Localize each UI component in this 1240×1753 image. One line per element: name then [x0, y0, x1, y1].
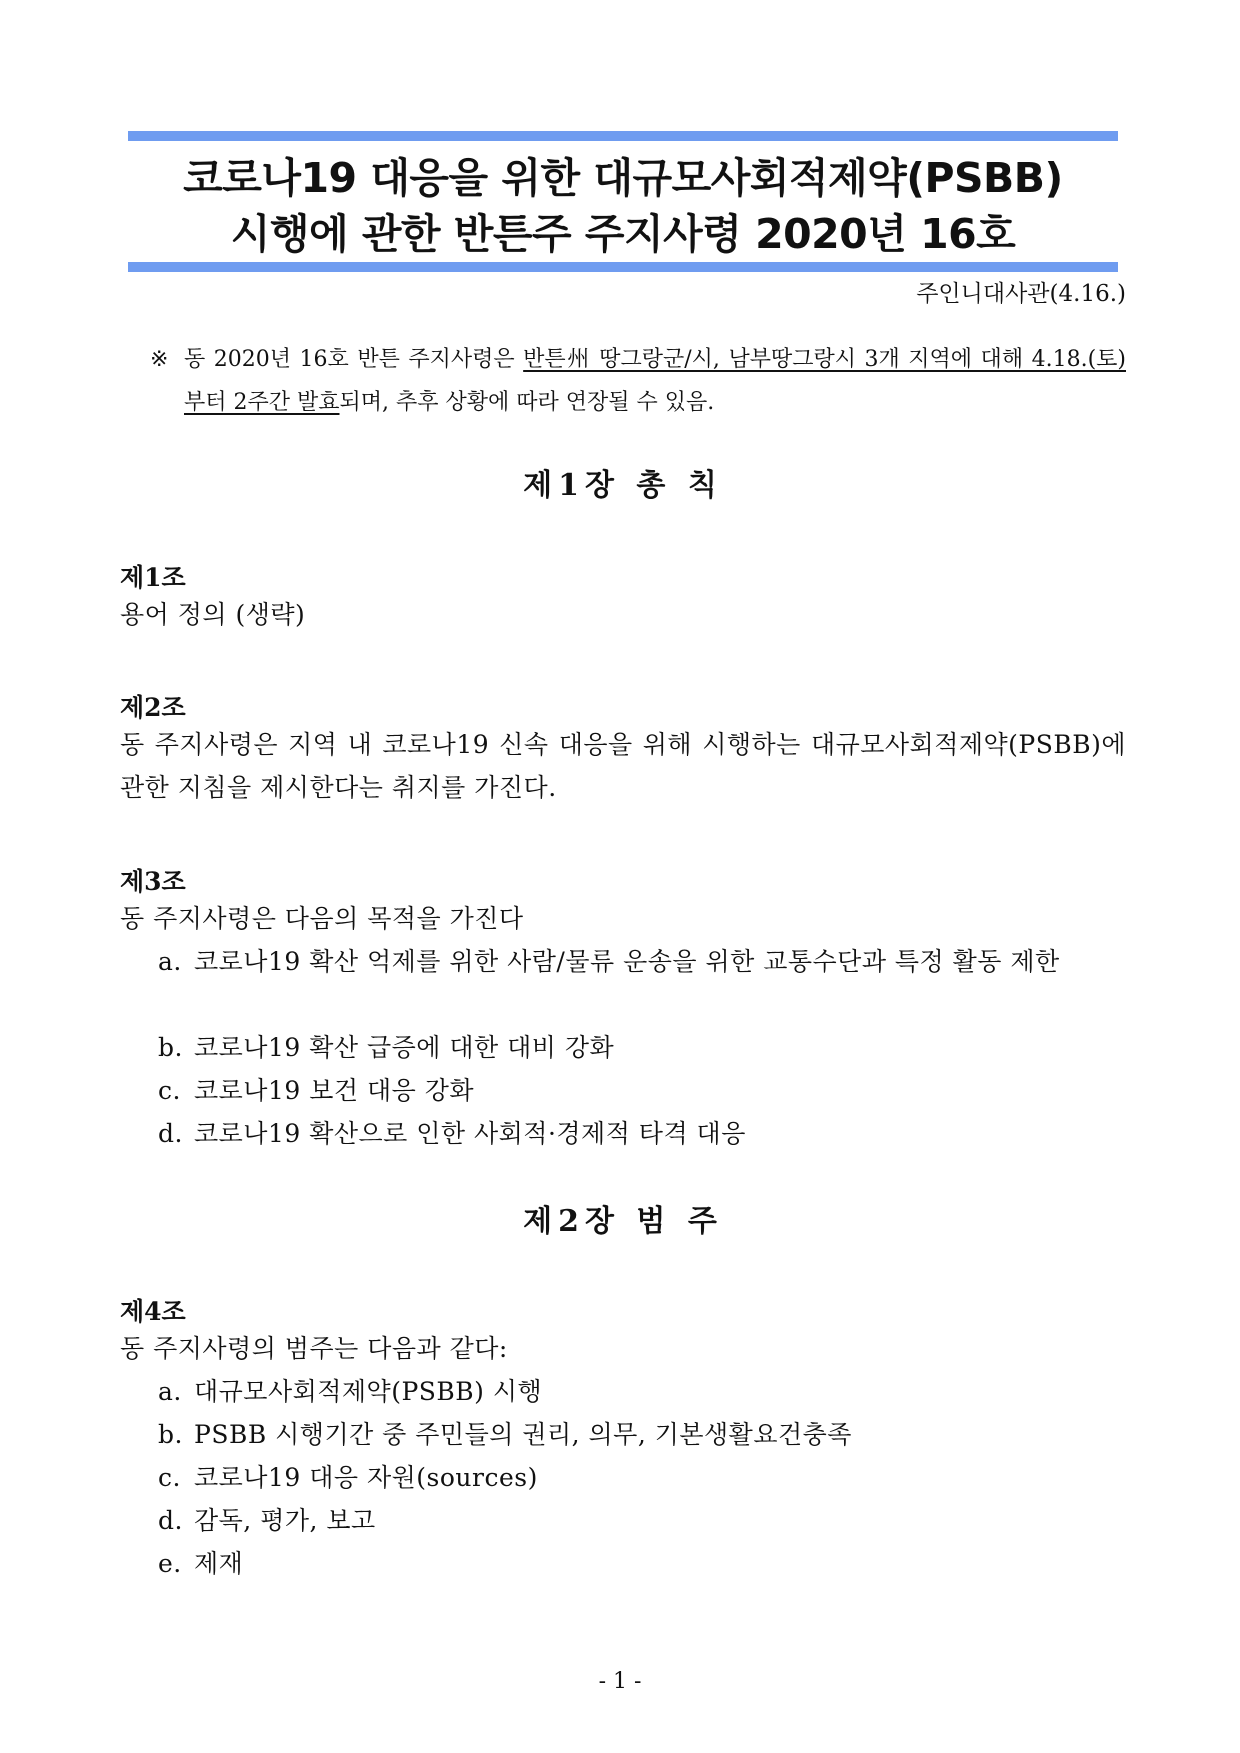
title-bottom-rule [128, 262, 1118, 272]
chapter-1-heading: 제1장 총 칙 [523, 468, 723, 503]
article-3-item-c [158, 1069, 1126, 1112]
item-text: 코로나19 대응 자원(sources) [194, 1463, 538, 1492]
article-4-item-b [158, 1413, 1126, 1456]
title-top-rule [128, 131, 1118, 141]
notice-underlined: 반튼州 땅그랑군/시, 남부땅그랑시 3개 지역에 대해 4.18.(토)부터 2주간 발효 [184, 347, 1126, 415]
page-number: - 1 - [598, 1669, 642, 1694]
article-3-item-d [158, 1112, 1126, 1155]
article-2-text: 동 주지사령은 지역 내 코로나19 신속 대응을 위해 시행하는 대규모사회적제약(PSBB)에 관한 지침을 제시한다는 취지를 가진다. [120, 730, 1126, 802]
notice-box [150, 338, 1126, 424]
item-label: d. [158, 1119, 183, 1148]
item-label: a. [158, 1377, 182, 1406]
title-line-2: 시행에 관한 반튼주 주지사령 2020년 16호 [230, 210, 1016, 258]
article-4-item-d [158, 1499, 1126, 1542]
item-label: a. [158, 947, 182, 976]
item-label: b. [158, 1033, 183, 1062]
item-label: c. [158, 1463, 181, 1492]
article-3-item-b [158, 1026, 1126, 1069]
item-text: 감독, 평가, 보고 [194, 1506, 376, 1535]
chapter-2-heading: 제2장 범 주 [523, 1204, 723, 1239]
title-line-1: 코로나19 대응을 위한 대규모사회적제약(PSBB) [183, 154, 1063, 202]
article-2-title: 제2조 [120, 693, 186, 722]
article-1-text: 용어 정의 (생략) [120, 600, 306, 629]
article-3-item-a [158, 940, 1126, 983]
item-label: b. [158, 1420, 183, 1449]
notice-text [150, 338, 1126, 424]
article-4-title: 제4조 [120, 1297, 186, 1326]
article-4-item-a [158, 1370, 1126, 1413]
item-text: 코로나19 확산으로 인한 사회적·경제적 타격 대응 [194, 1119, 746, 1148]
item-text: 코로나19 확산 억제를 위한 사람/물류 운송을 위한 교통수단과 특정 활동 제한 [194, 947, 1060, 976]
issuer-label: 주인니대사관(4.16.) [916, 281, 1126, 307]
article-3-title: 제3조 [120, 867, 186, 896]
article-4-intro: 동 주지사령의 범주는 다음과 같다: [120, 1334, 508, 1363]
article-4-item-c [158, 1456, 1126, 1499]
reference-mark-icon: ※ [150, 347, 169, 372]
document-title [128, 150, 1118, 262]
item-text: 대규모사회적제약(PSBB) 시행 [194, 1377, 543, 1406]
item-text: 코로나19 보건 대응 강화 [194, 1076, 475, 1105]
item-text: 코로나19 확산 급증에 대한 대비 강화 [194, 1033, 615, 1062]
item-label: d. [158, 1506, 183, 1535]
item-text: PSBB 시행기간 중 주민들의 권리, 의무, 기본생활요건충족 [194, 1420, 852, 1449]
article-1-title: 제1조 [120, 563, 186, 592]
notice-suffix: 되며, 추후 상황에 따라 연장될 수 있음. [339, 390, 715, 415]
notice-prefix: 동 2020년 16호 반튼 주지사령은 [184, 347, 524, 372]
item-label: c. [158, 1076, 181, 1105]
article-3-intro: 동 주지사령은 다음의 목적을 가진다 [120, 904, 524, 933]
item-text: 제재 [194, 1549, 244, 1578]
item-label: e. [158, 1549, 182, 1578]
article-4-item-e [158, 1542, 1126, 1585]
